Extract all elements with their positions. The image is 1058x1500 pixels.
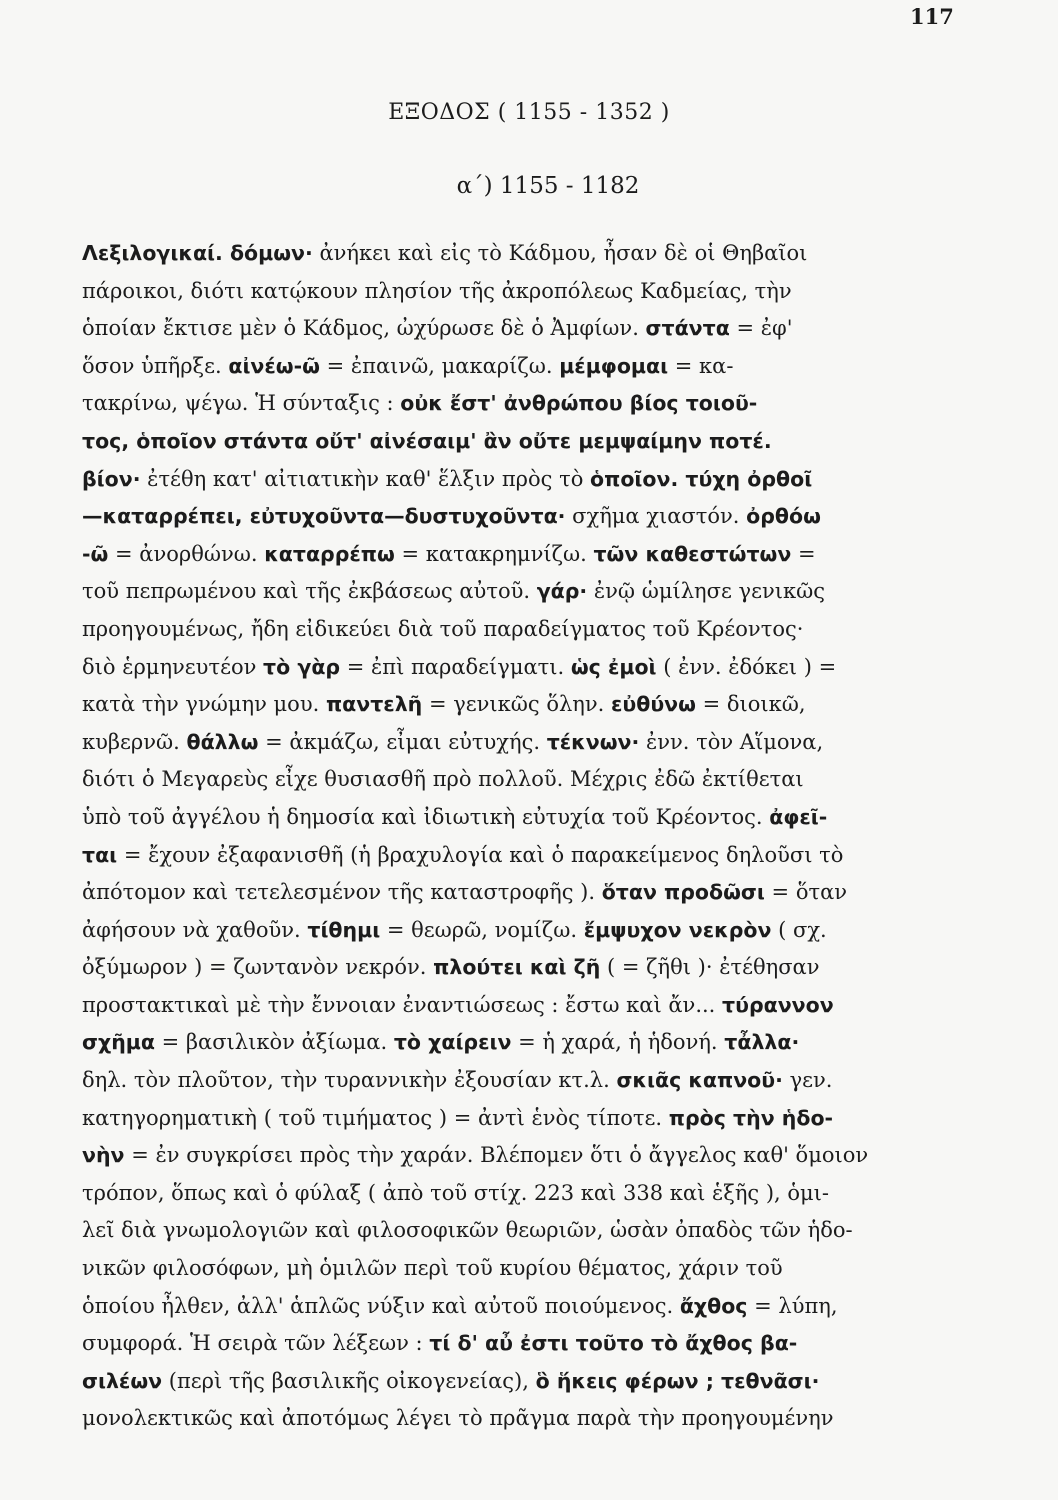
text-line [82, 1062, 962, 1100]
gloss-text: νικῶν φιλοσόφων, μὴ ὁμιλῶν περὶ τοῦ κυρίου θέματος, χάριν τοῦ [82, 1256, 783, 1281]
bold-term: νὴν [82, 1143, 125, 1168]
bold-term: τἆλλα· [724, 1030, 800, 1055]
gloss-text: κατηγορηματικὴ ( τοῦ τιμήματος ) = ἀντὶ ἑνὸς τίποτε. [82, 1105, 669, 1130]
bold-term: τίθημι [307, 917, 381, 942]
bold-term: τὸ γὰρ [263, 654, 341, 679]
text-line [82, 348, 962, 386]
bold-term: τί δ' αὖ ἐστι τοῦτο τὸ ἄχθος βα- [429, 1331, 798, 1356]
text-line [82, 573, 962, 611]
section-title: ΕΞΟΔΟΣ ( 1155 - 1352 ) [388, 100, 670, 125]
gloss-text: = ἀνορθώνω. [108, 541, 265, 566]
bold-term: ὁποῖον. τύχη ὀρθοῖ [590, 466, 813, 491]
gloss-text: ἐτέθη κατ' αἰτιατικὴν καθ' ἕλξιν πρὸς τὸ [140, 466, 591, 491]
gloss-text: ὁποίου ἦλθεν, ἀλλ' ἁπλῶς νύξιν καὶ αὐτοῦ ποιούμενος. [82, 1293, 680, 1318]
gloss-text: = γενικῶς ὅλην. [422, 692, 611, 717]
bold-term: οὐκ ἔστ' ἀνθρώπου βίος τοιοῦ- [400, 391, 758, 416]
text-line [82, 761, 962, 799]
gloss-text: ἀπότομον καὶ τετελεσμένον τῆς καταστροφῆς ). [82, 880, 602, 905]
gloss-text: = θεωρῶ, νομίζω. [380, 917, 584, 942]
text-line [82, 686, 962, 724]
text-line [82, 611, 962, 649]
text-line [82, 1137, 962, 1175]
gloss-text: ( σχ. [771, 917, 827, 942]
gloss-text: ( = ζῆθι )· ἐτέθησαν [600, 955, 820, 980]
gloss-text: ἐνν. τὸν Αἵμονα, [639, 729, 824, 754]
gloss-text: (περὶ τῆς βασιλικῆς οἰκογενείας), [162, 1368, 536, 1393]
page-number: 117 [910, 4, 954, 29]
gloss-text: = βασιλικὸν ἀξίωμα. [154, 1030, 394, 1055]
gloss-text: = ἐπαινῶ, μακαρίζω. [319, 353, 560, 378]
text-line [82, 273, 962, 311]
gloss-text: = ἐφ' [729, 316, 793, 341]
gloss-text: μονολεκτικῶς καὶ ἀποτόμως λέγει τὸ πρᾶγμα παρὰ τὴν προηγουμένην [82, 1406, 834, 1431]
bold-term: πρὸς τὴν ἡδο- [668, 1105, 834, 1130]
gloss-text: προηγουμένως, ἤδη εἰδικεύει διὰ τοῦ παραδείγματος τοῦ Κρέοντος· [82, 616, 804, 641]
gloss-text: τρόπον, ὅπως καὶ ὁ φύλαξ ( ἀπὸ τοῦ στίχ. 223 καὶ 338 καὶ ἑξῆς ), ὁμι- [82, 1180, 830, 1205]
bold-term: τος, ὁποῖον στάντα οὔτ' αἰνέσαιμ' ἂν οὔτε μεμψαίμην ποτέ. [82, 428, 772, 453]
gloss-text: διὸ ἑρμηνευτέον [82, 654, 264, 679]
text-line [82, 1325, 962, 1363]
bold-term: βίον· [82, 466, 141, 491]
gloss-text: = ἔχουν ἐξαφανισθῆ (ἡ βραχυλογία καὶ ὁ παρακείμενος δηλοῦσι τὸ [117, 842, 844, 867]
gloss-text: = λύπη, [747, 1293, 838, 1318]
bold-term: —καταρρέπει, εὐτυχοῦντα—δυστυχοῦντα· [82, 504, 566, 529]
gloss-text: ἀφήσουν νὰ χαθοῦν. [82, 917, 308, 942]
text-line [82, 912, 962, 950]
text-line [82, 385, 962, 423]
text-line [82, 874, 962, 912]
bold-term: σχῆμα [82, 1030, 155, 1055]
text-line [82, 1400, 962, 1438]
text-line [82, 949, 962, 987]
text-line [82, 461, 962, 499]
text-line [82, 1100, 962, 1138]
gloss-text: ἀνήκει καὶ εἰς τὸ Κάδμου, ἦσαν δὲ οἱ Θηβαῖοι [312, 241, 808, 265]
gloss-text: ὀξύμωρον ) = ζωντανὸν νεκρόν. [82, 955, 434, 980]
gloss-text: πάροικοι, διότι κατῴκουν πλησίον τῆς ἀκροπόλεως Καδμείας, τὴν [82, 278, 792, 303]
gloss-text: = [791, 541, 816, 566]
text-line [82, 649, 962, 687]
bold-term: μέμφομαι [559, 353, 669, 378]
text-line [82, 235, 962, 273]
gloss-text: δηλ. τὸν πλοῦτον, τὴν τυραννικὴν ἐξουσίαν κτ.λ. [82, 1068, 617, 1093]
bold-term: Λεξιλογικαί. δόμων· [82, 241, 313, 265]
text-line [82, 423, 962, 461]
gloss-text: κατὰ τὴν γνώμην μου. [82, 692, 326, 717]
bold-term: αἰνέω-ῶ [228, 353, 320, 378]
text-line [82, 1024, 962, 1062]
gloss-text: = κα- [668, 353, 734, 378]
gloss-text: = ἡ χαρά, ἡ ἡδονή. [511, 1030, 725, 1055]
gloss-text: ὁποίαν ἔκτισε μὲν ὁ Κάδμος, ὠχύρωσε δὲ ὁ Ἀμφίων. [82, 316, 646, 341]
gloss-text: = ὅταν [764, 880, 848, 905]
bold-term: τύραννον [722, 992, 834, 1017]
gloss-text: ἐνῷ ὡμίλησε γενικῶς [587, 579, 825, 604]
bold-term: ὃ ἥκεις φέρων ; τεθνᾶσι· [535, 1368, 820, 1393]
bold-term: στάντα [645, 316, 730, 341]
bold-term: γάρ· [536, 579, 588, 604]
gloss-text: σχῆμα χιαστόν. [565, 504, 747, 529]
commentary-text [82, 235, 962, 1438]
text-line [82, 1250, 962, 1288]
gloss-text: λεῖ διὰ γνωμολογιῶν καὶ φιλοσοφικῶν θεωριῶν, ὡσὰν ὀπαδὸς τῶν ἡδο- [82, 1218, 853, 1243]
text-line [82, 724, 962, 762]
gloss-text: = ἐπὶ παραδείγματι. [340, 654, 571, 679]
gloss-text: = ἀκμάζω, εἶμαι εὐτυχής. [258, 729, 547, 754]
bold-term: πλούτει καὶ ζῆ [433, 955, 601, 980]
text-line [82, 799, 962, 837]
bold-term: ὅταν προδῶσι [601, 880, 765, 905]
bold-term: εὐθύνω [611, 692, 696, 717]
gloss-text: = ἐν συγκρίσει πρὸς τὴν χαράν. Βλέπομεν ὅτι ὁ ἄγγελος καθ' ὅμοιον [124, 1143, 869, 1168]
text-line [82, 1212, 962, 1250]
gloss-text: τοῦ πεπρωμένου καὶ τῆς ἐκβάσεως αὐτοῦ. [82, 579, 537, 604]
text-line [82, 837, 962, 875]
bold-term: τῶν καθεστώτων [593, 541, 792, 566]
text-line [82, 498, 962, 536]
gloss-text: τακρίνω, ψέγω. Ἡ σύνταξις : [82, 391, 401, 416]
bold-term: -ῶ [82, 541, 109, 566]
gloss-text: κυβερνῶ. [82, 729, 187, 754]
gloss-text: = κατακρημνίζω. [394, 541, 594, 566]
bold-term: τέκνων· [546, 729, 640, 754]
bold-term: ἀφεῖ- [769, 804, 828, 829]
bold-term: ὡς ἐμοὶ [570, 654, 657, 679]
gloss-text: διότι ὁ Μεγαρεὺς εἶχε θυσιασθῆ πρὸ πολλοῦ. Μέχρις ἐδῶ ἐκτίθεται [82, 767, 804, 792]
gloss-text: ὑπὸ τοῦ ἀγγέλου ἡ δημοσία καὶ ἰδιωτικὴ εὐτυχία τοῦ Κρέοντος. [82, 804, 770, 829]
bold-term: καταρρέπω [264, 541, 395, 566]
text-line [82, 987, 962, 1025]
text-line [82, 536, 962, 574]
gloss-text: ( ἐνν. ἐδόκει ) = [656, 654, 837, 679]
gloss-text: συμφορά. Ἡ σειρὰ τῶν λέξεων : [82, 1331, 430, 1356]
bold-term: σιλέων [82, 1368, 163, 1393]
text-line [82, 1363, 962, 1401]
bold-term: σκιᾶς καπνοῦ· [616, 1068, 783, 1093]
gloss-text: ὅσον ὑπῆρξε. [82, 353, 229, 378]
bold-term: ἄχθος [679, 1293, 748, 1318]
text-line [82, 1175, 962, 1213]
text-line [82, 310, 962, 348]
bold-term: παντελῆ [325, 692, 423, 717]
bold-term: τὸ χαίρειν [393, 1030, 512, 1055]
bold-term: ται [82, 842, 118, 867]
text-line [82, 1288, 962, 1326]
section-subtitle: α΄) 1155 - 1182 [456, 173, 640, 199]
gloss-text: γεν. [782, 1068, 833, 1093]
bold-term: θάλλω [186, 729, 259, 754]
gloss-text: = διοικῶ, [695, 692, 806, 717]
bold-term: ἔμψυχον νεκρὸν [583, 917, 772, 942]
gloss-text: προστακτικαὶ μὲ τὴν ἔννοιαν ἐναντιώσεως : ἔστω καὶ ἄν... [82, 992, 723, 1017]
bold-term: ὀρθόω [746, 504, 821, 529]
